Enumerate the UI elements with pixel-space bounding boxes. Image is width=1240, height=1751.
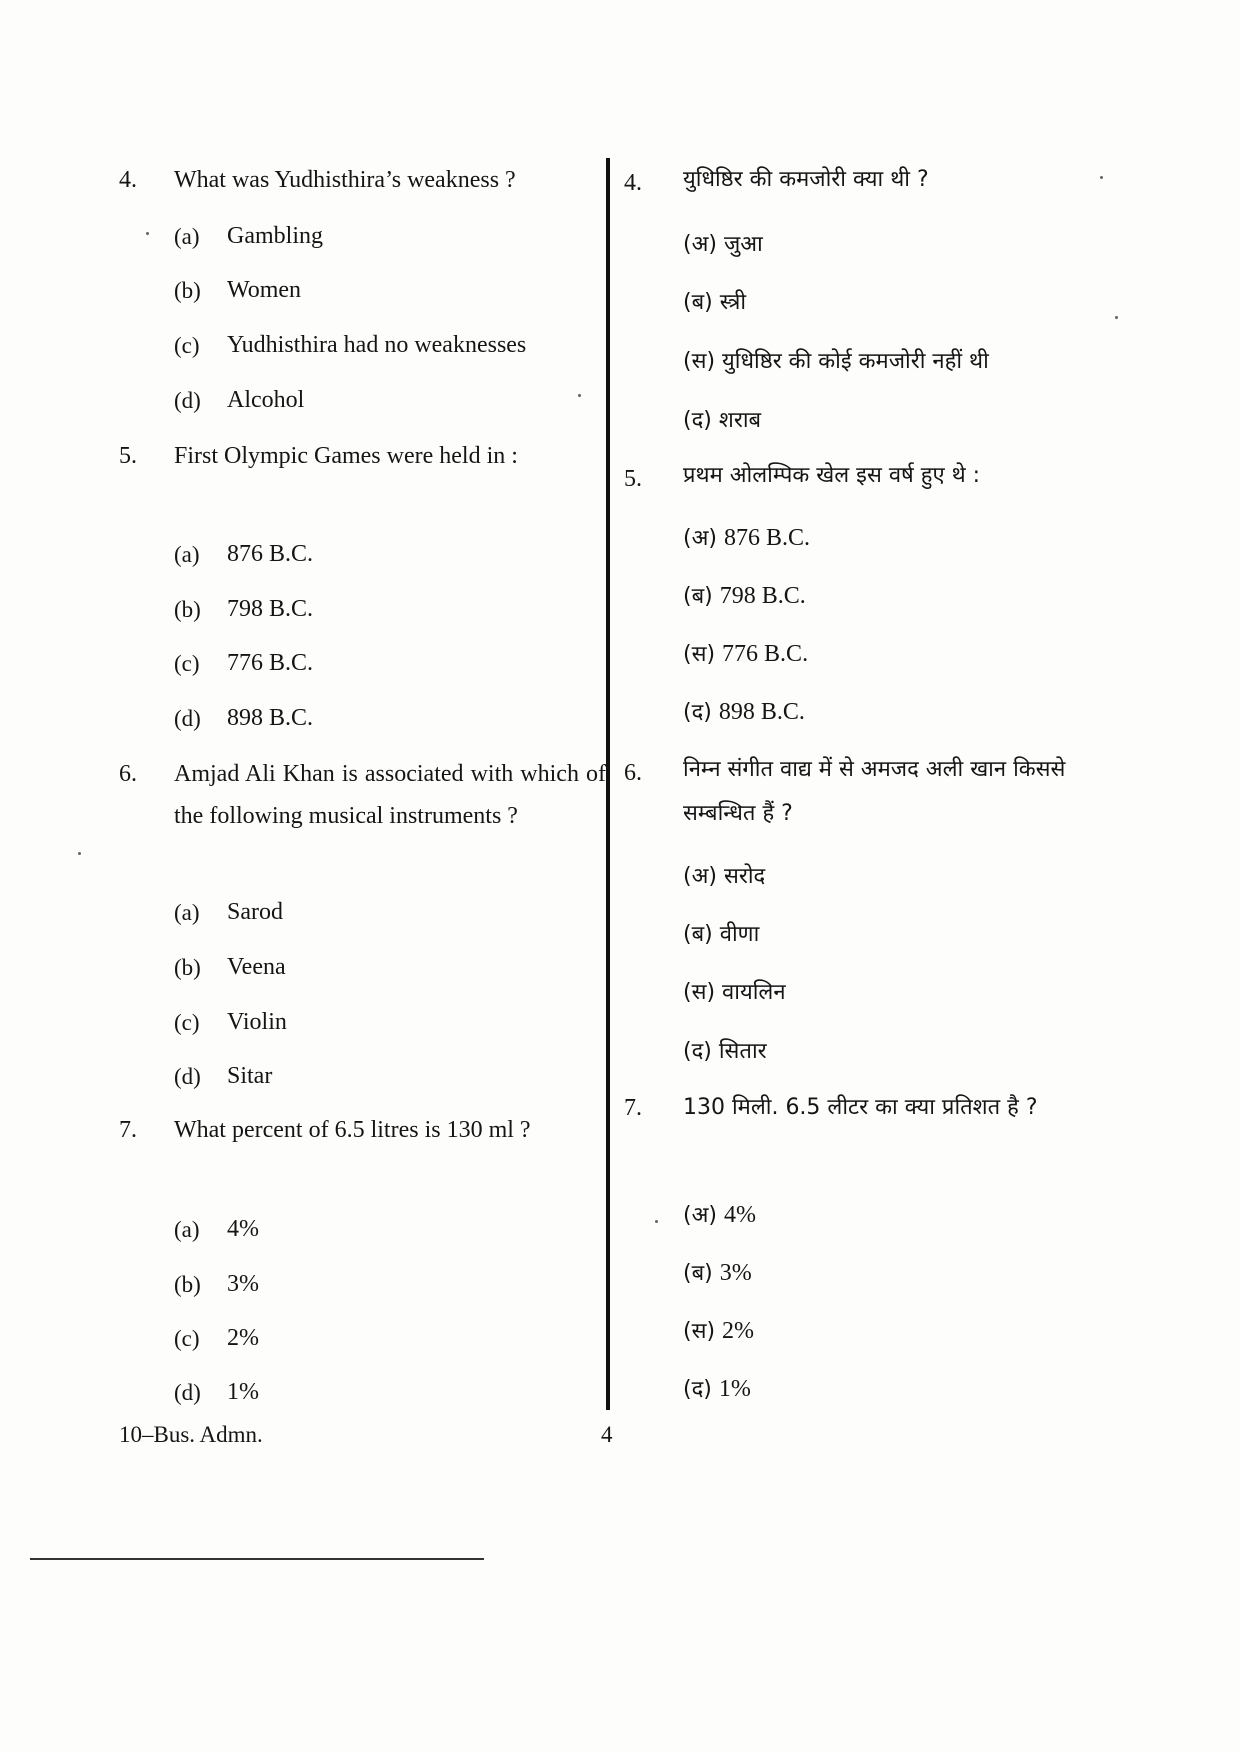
option-letter: (d) bbox=[174, 388, 201, 413]
option-text: जुआ bbox=[723, 232, 763, 257]
option-letter: (b) bbox=[174, 1272, 201, 1297]
question-text: First Olympic Games were held in : bbox=[174, 443, 518, 469]
option-text: 3% bbox=[227, 1271, 259, 1297]
hindi-option bbox=[683, 404, 761, 434]
option-letter: (अ) bbox=[683, 864, 717, 889]
question-text: 130 मिली. 6.5 लीटर का क्या प्रतिशत है ? bbox=[683, 1095, 1038, 1120]
option-text: 3% bbox=[719, 1260, 752, 1286]
option-letter: (अ) bbox=[683, 526, 717, 551]
option-text: वायलिन bbox=[722, 980, 786, 1005]
option-text: 1% bbox=[227, 1379, 259, 1405]
option-text: सितार bbox=[718, 1039, 767, 1064]
scan-speck bbox=[578, 394, 581, 397]
option-letter: (द) bbox=[683, 700, 712, 725]
option-letter: (द) bbox=[683, 1039, 712, 1064]
option-letter: (d) bbox=[174, 1064, 201, 1089]
option-letter: (स) bbox=[683, 1319, 716, 1344]
option-text: 876 B.C. bbox=[723, 525, 810, 551]
hindi-option bbox=[683, 1315, 754, 1345]
option-text: वीणा bbox=[719, 922, 760, 947]
option-letter: (a) bbox=[174, 1217, 200, 1242]
option-letter: (अ) bbox=[683, 232, 717, 257]
page-number: 4 bbox=[601, 1422, 613, 1447]
hindi-option bbox=[683, 1373, 751, 1403]
question-number: 6. bbox=[119, 761, 137, 787]
question-text: What percent of 6.5 litres is 130 ml ? bbox=[174, 1117, 531, 1143]
question-number: 5. bbox=[624, 466, 642, 492]
option-text: Veena bbox=[227, 954, 286, 980]
question-text: युधिष्ठिर की कमजोरी क्या थी ? bbox=[683, 167, 929, 192]
hindi-option bbox=[683, 918, 759, 948]
option-text: 4% bbox=[723, 1202, 756, 1228]
option-letter: (b) bbox=[174, 955, 201, 980]
option-text: 876 B.C. bbox=[227, 541, 314, 567]
hindi-option bbox=[683, 1199, 756, 1229]
question-number: 5. bbox=[119, 443, 137, 469]
hindi-option bbox=[683, 522, 810, 552]
option-letter: (ब) bbox=[683, 1261, 713, 1286]
option-letter: (a) bbox=[174, 900, 200, 925]
option-text: Violin bbox=[227, 1009, 287, 1035]
option-text: युधिष्ठिर की कोई कमजोरी नहीं थी bbox=[722, 349, 989, 374]
scan-speck bbox=[146, 232, 149, 235]
question-text: What was Yudhisthira’s weakness ? bbox=[174, 167, 516, 193]
option-letter: (a) bbox=[174, 224, 200, 249]
option-letter: (d) bbox=[174, 1380, 201, 1405]
hindi-option bbox=[683, 860, 765, 890]
option-text: 798 B.C. bbox=[227, 596, 314, 622]
hindi-option bbox=[683, 1035, 767, 1065]
option-text: 898 B.C. bbox=[227, 705, 314, 731]
option-letter: (b) bbox=[174, 278, 201, 303]
question-text: निम्न संगीत वाद्य में से अमजद अली खान किससे सम्बन्धित हैं ? bbox=[683, 757, 1066, 826]
option-text: स्त्री bbox=[719, 290, 747, 315]
option-text: 4% bbox=[227, 1216, 259, 1242]
hindi-option bbox=[683, 286, 746, 316]
scan-speck bbox=[655, 1220, 658, 1223]
option-text: 1% bbox=[718, 1376, 751, 1402]
hindi-option bbox=[683, 976, 786, 1006]
option-text: Yudhisthira had no weaknesses bbox=[227, 332, 527, 358]
hindi-option bbox=[683, 1257, 752, 1287]
scan-speck bbox=[1100, 176, 1103, 179]
option-text: सरोद bbox=[723, 864, 766, 889]
hindi-option bbox=[683, 638, 808, 668]
scan-speck bbox=[1115, 316, 1118, 319]
question-number: 4. bbox=[119, 167, 137, 193]
option-text: 798 B.C. bbox=[719, 583, 806, 609]
option-letter: (a) bbox=[174, 542, 200, 567]
option-letter: (c) bbox=[174, 651, 200, 676]
option-letter: (द) bbox=[683, 1377, 712, 1402]
scan-speck bbox=[78, 852, 81, 855]
question-number: 4. bbox=[624, 170, 642, 196]
option-letter: (ब) bbox=[683, 922, 713, 947]
option-letter: (d) bbox=[174, 706, 201, 731]
option-text: 2% bbox=[722, 1318, 755, 1344]
hindi-option bbox=[683, 580, 806, 610]
question-number: 7. bbox=[624, 1095, 642, 1121]
option-letter: (द) bbox=[683, 408, 712, 433]
question-text: प्रथम ओलम्पिक खेल इस वर्ष हुए थे : bbox=[683, 463, 981, 488]
option-text: Gambling bbox=[227, 223, 323, 249]
option-text: शराब bbox=[718, 408, 762, 433]
option-letter: (स) bbox=[683, 980, 716, 1005]
bottom-rule bbox=[30, 1558, 484, 1560]
option-letter: (अ) bbox=[683, 1203, 717, 1228]
option-letter: (c) bbox=[174, 1010, 200, 1035]
option-letter: (स) bbox=[683, 642, 716, 667]
option-letter: (स) bbox=[683, 349, 716, 374]
paper-code: 10–Bus. Admn. bbox=[119, 1422, 263, 1447]
hindi-option bbox=[683, 345, 989, 375]
option-text: Women bbox=[227, 277, 302, 303]
question-number: 6. bbox=[624, 760, 642, 786]
option-text: Alcohol bbox=[227, 387, 305, 413]
option-text: 776 B.C. bbox=[722, 641, 809, 667]
question-text: Amjad Ali Khan is associated with which of the following musical instruments ? bbox=[174, 761, 606, 829]
option-text: 898 B.C. bbox=[718, 699, 805, 725]
question-number: 7. bbox=[119, 1117, 137, 1143]
option-letter: (ब) bbox=[683, 584, 713, 609]
option-letter: (c) bbox=[174, 1326, 200, 1351]
option-letter: (ब) bbox=[683, 290, 713, 315]
column-divider bbox=[606, 158, 610, 1410]
hindi-option bbox=[683, 696, 805, 726]
option-letter: (b) bbox=[174, 597, 201, 622]
option-letter: (c) bbox=[174, 333, 200, 358]
option-text: Sitar bbox=[227, 1063, 273, 1089]
option-text: 776 B.C. bbox=[227, 650, 314, 676]
hindi-option bbox=[683, 228, 763, 258]
option-text: 2% bbox=[227, 1325, 259, 1351]
option-text: Sarod bbox=[227, 899, 283, 925]
